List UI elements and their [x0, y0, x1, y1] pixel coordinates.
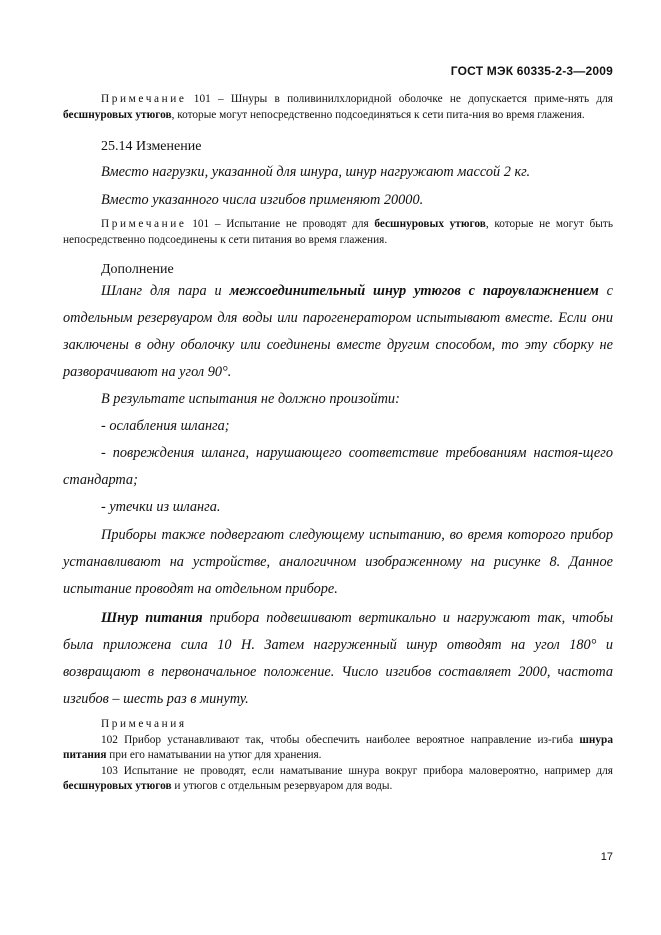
note-103 [63, 764, 613, 795]
paragraph-supply-cord-test [63, 605, 613, 713]
term-interconnection-cord: межсоединительный шнур утюгов с пароувлажнением [229, 283, 599, 299]
note-label: Примечание [101, 93, 187, 105]
paragraph-flex-count: Вместо указанного числа изгибов применяют 20000. [101, 192, 424, 208]
page-number: 17 [600, 851, 613, 863]
paragraph-load: Вместо нагрузки, указанной для шнура, шнур нагружают массой 2 кг. [101, 164, 531, 180]
document-id-header: ГОСТ МЭК 60335-2-3—2009 [450, 64, 613, 78]
section-heading-25-14: 25.14 Изменение [101, 139, 202, 154]
list-item: - ослабления шланга; [101, 418, 230, 434]
note-101-test-not-applied [63, 217, 613, 248]
paragraph-text: с отдельным резервуаром для воды или парогенератором испытывают вместе. Если они заключены в одну оболочку или соединены вместе другим способом, то эту сборку не разворачивают на угол 90°. [63, 283, 613, 380]
note-102 [63, 733, 613, 764]
page-content [63, 92, 613, 795]
addition-heading: Дополнение [101, 262, 174, 277]
list-item: - утечки из шланга. [101, 499, 221, 515]
term-supply-cord: Шнур питания [101, 610, 203, 626]
notes-label-text: Примечания [101, 718, 187, 730]
note-label: Примечание [101, 218, 187, 230]
note-text: 103 Испытание не проводят, если наматывание шнура вокруг прибора маловероятно, например для [101, 764, 613, 777]
note-text: 102 Прибор устанавливают так, чтобы обеспечить наиболее вероятное направление из-гиба [101, 733, 580, 746]
term-supply-cord: шнура питания [63, 733, 613, 761]
paragraph-test-result: В результате испытания не должно произойти: [101, 391, 400, 407]
note-101-pvc-cords [63, 92, 613, 123]
note-text: при его наматывании на утюг для хранения. [106, 749, 322, 761]
note-text: 101 – Испытание не проводят для [186, 218, 375, 230]
note-text: и утюгов с отдельным резервуаром для воды. [171, 780, 393, 792]
paragraph-text: прибора подвешивают вертикально и нагружают так, чтобы была приложена сила 10 Н. Затем нагруженный шнур отводят на угол 180° и возвращают в первоначальное положение. Число изгибов составляет 2000, частота изгибов – шесть раз в минуту. [63, 610, 613, 707]
term-cordless-irons: бесшнуровых утюгов [374, 218, 486, 230]
note-text: , которые не могут быть непосредственно подсоединены к сети питания во время глажения. [63, 218, 613, 246]
list-item: - повреждения шланга, нарушающего соответствие требованиям настоя-щего стандарта; [63, 445, 613, 488]
note-text: , которые могут непосредственно подсоединяться к сети пита-ния во время глажения. [171, 108, 585, 121]
paragraph-steam-hose [63, 278, 613, 386]
term-cordless-irons: бесшнуровых утюгов [63, 108, 172, 121]
term-cordless-irons: бесшнуровых утюгов [63, 780, 172, 792]
paragraph-additional-test: Приборы также подвергают следующему испытанию, во время которого прибор устанавливают на устройстве, аналогичном изображенному на рисунке 8. Данное испытание проводят на отдельном приборе. [63, 527, 613, 597]
paragraph-text: Шланг для пара и [101, 283, 230, 299]
note-text: 101 – Шнуры в поливинилхлоридной оболочке не допускается приме-нять для [186, 93, 613, 105]
notes-label [63, 717, 613, 733]
